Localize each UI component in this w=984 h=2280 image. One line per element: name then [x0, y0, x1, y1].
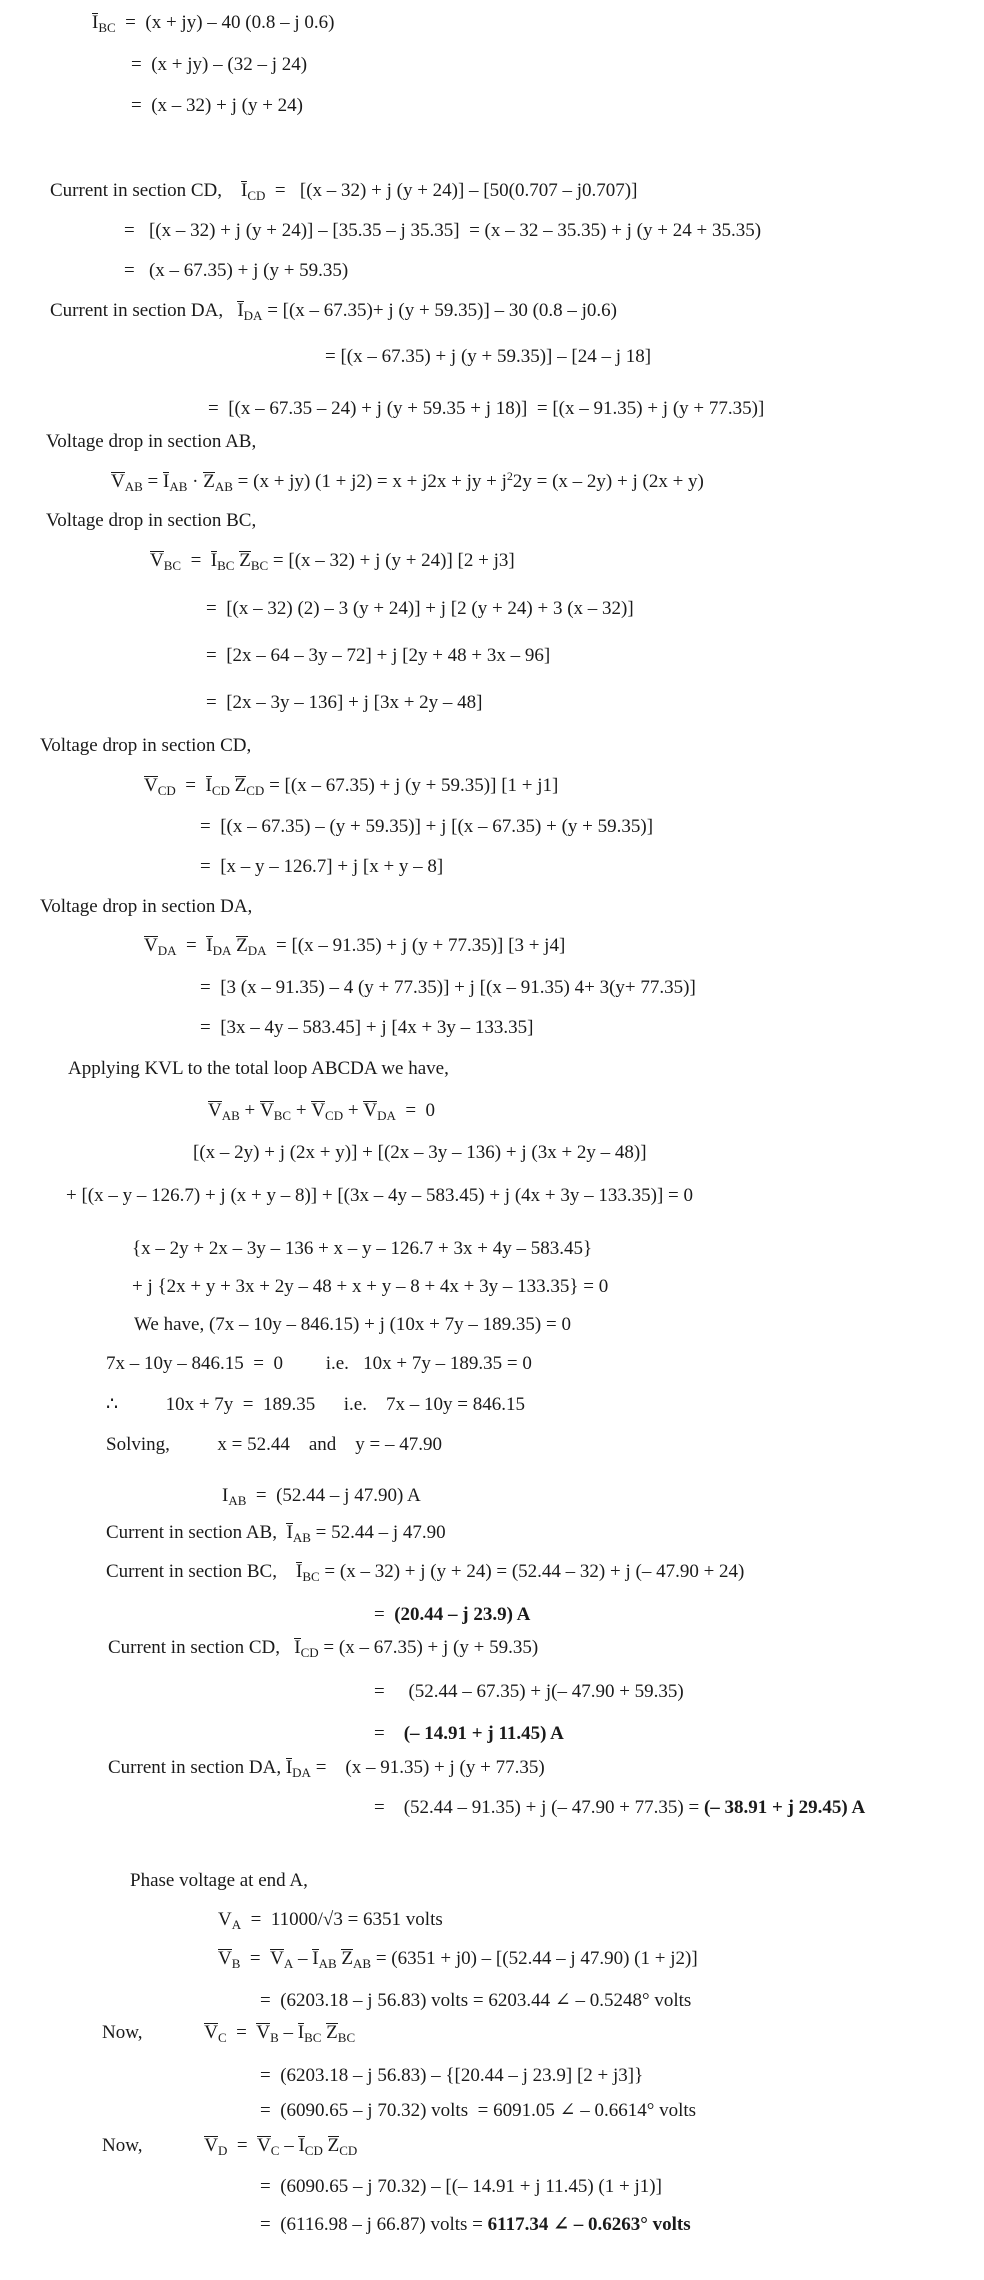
head-phase: Phase voltage at end A, [130, 1870, 308, 1891]
eq-kvl-1: $V_{AB} + V_{BC} + V_{CD} + V_{DA} = 0$ [208, 1100, 436, 1123]
eq-vc-1: Now, $V_C = V_B - I_{BC}$ $Z_{BC}$ [102, 2022, 356, 2045]
eq-icd-res-2: = (52.44 – 67.35) + j(– 47.90 + 59.35) [374, 1681, 684, 1702]
head-vbc: Voltage drop in section BC, [46, 510, 257, 531]
eq-vab: $V_{AB} = I_{AB} \cdot Z_{AB} = (x + jy) (1 + j2) = x + j2x$ + jy + $j^22y = (x - 2y) + j$ (2x + y) [111, 469, 704, 494]
eq-ibc-3: = (x – 32) + j (y + 24) [131, 95, 303, 116]
eq-kvl-5: + j {2x + y + 3x + 2y – 48 + x + y – 8 + 4x + 3y – 133.35} = 0 [132, 1276, 609, 1297]
eq-vda-2: = [3 (x – 91.35) – 4 (y + 77.35)] + j [(x – 91.35) 4+ 3(y+ 77.35)] [200, 977, 696, 998]
eq-kvl-2: [(x – 2y) + j (2x + y)] + [(2x – 3y – 136) + j (3x + 2y – 48)] [193, 1142, 647, 1163]
head-vcd: Voltage drop in section CD, [40, 735, 252, 756]
eq-va: $V_A = 11000/√3 = 6351$ volts [218, 1909, 443, 1932]
eq-icd-3: = (x – 67.35) + j (y + 59.35) [124, 260, 349, 281]
eq-vda-3: = [3x – 4y – 583.45] + j [4x + 3y – 133.35] [200, 1017, 534, 1038]
eq-ibc-1: $I_{BC} = (x + jy) - 40$ (0.8 – j 0.6) [92, 12, 335, 35]
eq-icd-1: Current in section CD, $I_{CD} = [(x - 32) + j$ (y + 24)] – [50(0.707 – j0.707)] [50, 180, 638, 203]
eq-vda-1: $V_{DA} = I_{DA}$ $Z_{DA} = [(x - 91.35) + j$ (y + 77.35)] [3 + j4] [144, 935, 566, 958]
eq-kvl-3: + [(x – y – 126.7) + j (x + y – 8)] + [(3x – 4y – 583.45) + j (4x + 3y – 133.35)] = 0 [66, 1185, 693, 1206]
eq-iab: Current in section AB, $I_{AB} = 52.44 - j$ 47.90 [106, 1522, 446, 1545]
eq-icd-2: = [(x – 32) + j (y + 24)] – [35.35 – j 35.35] = (x – 32 – 35.35) + j (y + 24 + 35.35) [124, 220, 762, 241]
eq-vbc-4: = [2x – 3y – 136] + j [3x + 2y – 48] [206, 692, 483, 713]
eq-kvl-6: We have, (7x – 10y – 846.15) + j (10x + 7y – 189.35) = 0 [134, 1314, 571, 1335]
eq-vbc-2: = [(x – 32) (2) – 3 (y + 24)] + j [2 (y + 24) + 3 (x – 32)] [206, 598, 634, 619]
eq-vcd-3: = [x – y – 126.7] + j [x + y – 8] [200, 856, 444, 877]
eq-ida-2: = [(x – 67.35) + j (y + 59.35)] – [24 – j 18] [325, 346, 652, 367]
eq-ida-3: = [(x – 67.35 – 24) + j (y + 59.35 + j 18)] = [(x – 91.35) + j (y + 77.35)] [208, 398, 765, 419]
eq-vb-2: = (6203.18 – j 56.83) volts = 6203.44 ∠ – 0.5248° volts [260, 1990, 692, 2011]
eq-ibc-res-1: Current in section BC, $I_{BC} = (x - 32) + j$ (y + 24) = (52.44 – 32) + j (– 47.90 + 24) [106, 1561, 745, 1584]
eq-vb-1: $V_B = V_A - I_{AB}$ $Z_{AB} = (6351 + j0) - [(52.44 - j$ 47.90) (1 + j2)] [218, 1948, 698, 1971]
eq-vc-2: = (6203.18 – j 56.83) – {[20.44 – j 23.9] [2 + j3]} [260, 2065, 644, 2086]
eq-solve: Solving, x = 52.44 and y = – 47.90 [106, 1434, 442, 1455]
eq-vd-2: = (6090.65 – j 70.32) – [(– 14.91 + j 11.45) (1 + j1)] [260, 2176, 662, 2197]
eq-vcd-2: = [(x – 67.35) – (y + 59.35)] + j [(x – 67.35) + (y + 59.35)] [200, 816, 654, 837]
eq-vbc-3: = [2x – 64 – 3y – 72] + j [2y + 48 + 3x – 96] [206, 645, 551, 666]
eq-vcd-1: $V_{CD} = I_{CD}$ $Z_{CD} = [(x - 67.35) + j$ (y + 59.35)] [1 + j1] [144, 775, 559, 798]
head-kvl: Applying KVL to the total loop ABCDA we have, [68, 1058, 449, 1079]
head-vda: Voltage drop in section DA, [40, 896, 253, 917]
eq-ida-res-1: Current in section DA, $I_{DA}$ = (x – 91.35) + j (y + 77.35) [108, 1757, 545, 1780]
eq-kvl-8: ∴ 10x + 7y = 189.35 i.e. 7x – 10y = 846.15 [106, 1394, 525, 1415]
eq-ibc-res-2: = (20.44 – j 23.9) A [374, 1604, 531, 1625]
head-vab: Voltage drop in section AB, [46, 431, 257, 452]
eq-vbc-1: $V_{BC} = I_{BC}$ $Z_{BC} = [(x - 32) + j$ (y + 24)] [2 + j3] [150, 550, 515, 573]
eq-ida-res-2: = (52.44 – 91.35) + j (– 47.90 + 77.35) = (– 38.91 + j 29.45) A [374, 1797, 866, 1818]
eq-ibc-2: = (x + jy) – (32 – j 24) [131, 54, 308, 75]
eq-iab-phasor: $I_{AB} = (52.44 - j$ 47.90) A [222, 1485, 421, 1508]
eq-ida-1: Current in section DA, $I_{DA} = [(x - 67.35)+ j$ (y + 59.35)] – 30 (0.8 – j0.6) [50, 300, 618, 323]
eq-kvl-4: {x – 2y + 2x – 3y – 136 + x – y – 126.7 + 3x + 4y – 583.45} [132, 1238, 593, 1259]
eq-vd-3: = (6116.98 – j 66.87) volts = 6117.34 ∠ – 0.6263° volts [260, 2214, 691, 2235]
eq-vd-1: Now, $V_D = V_C - I_{CD}$ $Z_{CD}$ [102, 2135, 358, 2158]
eq-icd-res-3: = (– 14.91 + j 11.45) A [374, 1723, 564, 1744]
eq-icd-res-1: Current in section CD, $I_{CD} = (x - 67.35) + j$ (y + 59.35) [108, 1637, 539, 1660]
eq-vc-3: = (6090.65 – j 70.32) volts = 6091.05 ∠ – 0.6614° volts [260, 2100, 697, 2121]
eq-kvl-7: 7x – 10y – 846.15 = 0 i.e. 10x + 7y – 189.35 = 0 [106, 1353, 532, 1374]
